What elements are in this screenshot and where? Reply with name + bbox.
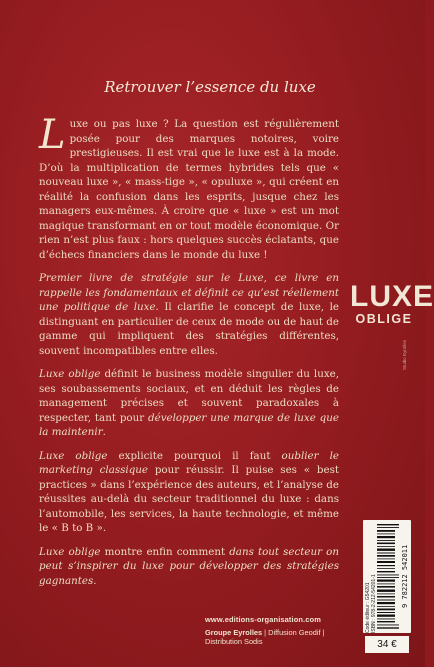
paragraph-4 [39,449,339,536]
paragraph-2 [39,271,339,358]
barcode-digits: 9 782212 542011 [401,544,409,609]
barcode-icon [377,524,399,629]
p4-title: Luxe oblige [39,449,108,462]
publisher-code: Code éditeur : G54201 [365,582,371,633]
p3-italic: développer une marque de luxe que la maintenir [39,411,339,438]
p2-rest: Il clarifie le concept de luxe, le distinguant en particulier de ceux de mode ou de haut de gamme qui impliquent des stratégies différentes, souvent incompatibles entre elles. [39,301,339,357]
intro-paragraph [39,112,339,262]
paragraph-3 [39,367,339,440]
logo-line-1: LUXE [350,280,434,313]
logo-line-2: OBLIGE [355,312,413,326]
barcode-panel [363,520,411,633]
p5-italic: dans tout secteur on peut s’inspirer du luxe pour développer des stratégies gagnantes [39,545,339,587]
p5-mid: montre enfin comment [100,545,230,558]
price-tag: 34 € [365,636,409,653]
p2-italic: Premier livre de stratégie sur le Luxe, ce livre en rappelle les fondamentaux et définit ce qu’est réellement une politique de luxe. [39,272,339,313]
series-logo [350,280,434,326]
paragraph-5 [39,545,339,589]
design-credit: Studio Eyrolles [402,340,407,371]
dropcap: L [39,112,66,158]
distribution-text: | Diffusion Geodif | Distribution Sodis [205,628,325,646]
p3-end: . [102,426,106,438]
p5-end: . [93,574,97,587]
publisher-footer [205,615,355,646]
intro-text: uxe ou pas luxe ? La question est régulièrement posée pour des marques notoires, voire prestigieuses. Il est vrai que le luxe est à la mode. D’où la multiplication de termes hybrides tels que « nouveau luxe », « mass-tige », « opuluxe », qui créent en réalité la confusion dans les esprits, jusque chez les managers eux-mêmes. À croire que « luxe » est un mot magique transformant en or tout modèle économique. Or rien n’est plus faux : hors quelques succès éclatants, que d’échecs financiers dans le monde du luxe ! [39,118,339,261]
distribution-line [205,628,355,646]
p5-title: Luxe oblige [39,545,101,558]
p3-title: Luxe oblige [39,368,101,380]
isbn-number: ISBN : 978-2-212-54201-1 [371,574,377,633]
p4-mid1: explicite pourquoi il faut [107,449,282,462]
p4-mid2: pour réussir. Il puise ses « best practices » dans l’expérience des auteurs, et l’analyse de réussites au-delà du secteur traditionnel du luxe : dans l’automobile, les services, la haute technologie, et même le « B to B ». [39,464,339,534]
publisher-name: Groupe Eyrolles [205,628,263,637]
isbn-label [365,520,377,633]
p4-italic: oublier le marketing classique [39,449,339,476]
publisher-website: www.editions-organisation.com [205,615,321,624]
p3-mid: définit le business modèle singulier du luxe, ses soubassements sociaux, et en déduit les règles de management précises et souvent paradoxales à respecter, tant pour [39,368,339,424]
headline: Retrouver l’essence du luxe [104,78,316,96]
blurb [39,112,339,597]
